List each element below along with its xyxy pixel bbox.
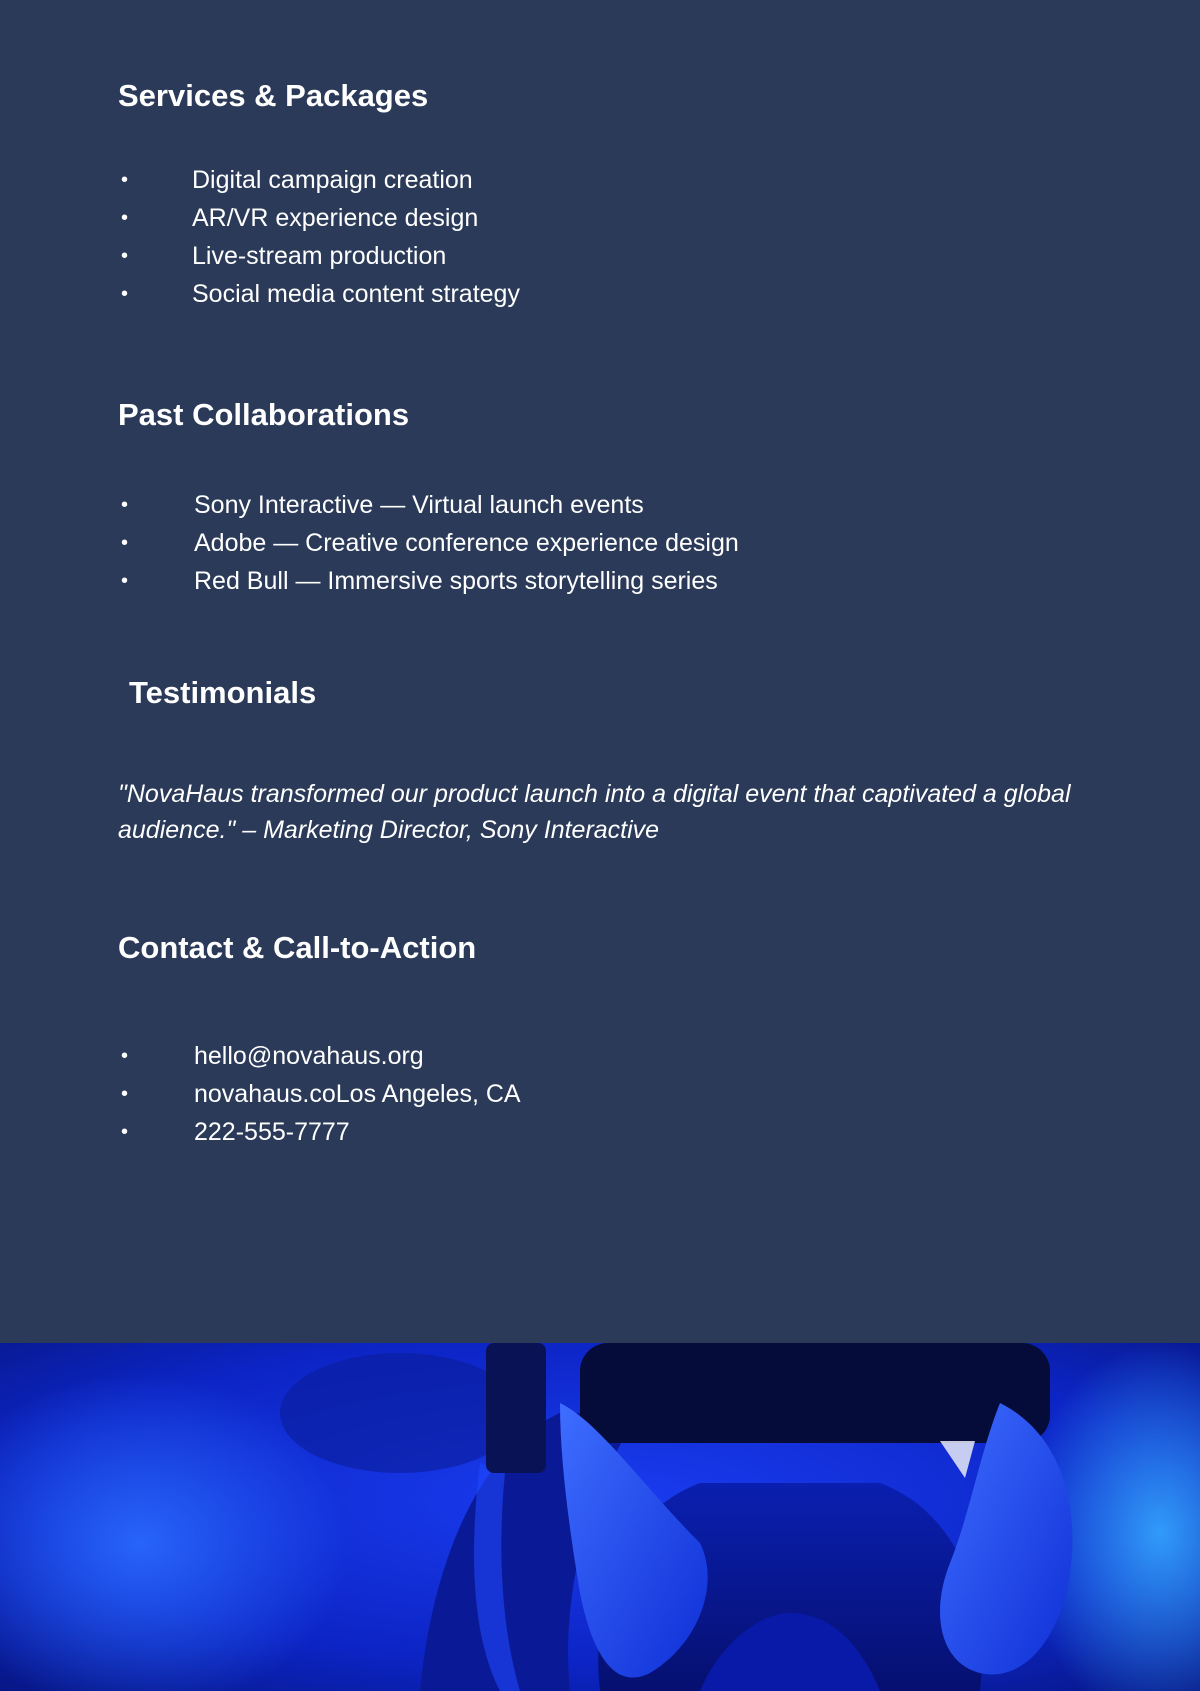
bullet-icon: • [121, 1083, 129, 1105]
vr-headset [580, 1343, 1050, 1443]
contact-list [121, 1037, 821, 1151]
collaboration-item: Red Bull — Immersive sports storytelling series [194, 567, 718, 595]
list-item [121, 1113, 821, 1151]
testimonial-quote: "NovaHaus transformed our product launch into a digital event that captivated a global audience." – Marketing Director, Sony Interactive [118, 780, 1071, 844]
headset-strap [486, 1343, 546, 1473]
contact-email: hello@novahaus.org [194, 1042, 424, 1070]
list-item [121, 161, 821, 199]
list-item [121, 275, 821, 313]
service-item: Digital campaign creation [192, 166, 473, 194]
service-item: Social media content strategy [192, 280, 520, 308]
testimonials-heading: Testimonials [129, 675, 317, 710]
list-item [121, 199, 821, 237]
bullet-icon: • [121, 1045, 129, 1067]
contact-website-location: novahaus.coLos Angeles, CA [194, 1080, 521, 1108]
bullet-icon: • [121, 207, 129, 229]
services-list [121, 161, 821, 313]
list-item [121, 524, 1021, 562]
list-item [121, 237, 821, 275]
bullet-icon: • [121, 494, 129, 516]
collaboration-item: Sony Interactive — Virtual launch events [194, 491, 644, 519]
vr-photo-illustration [0, 1343, 1200, 1691]
collaborations-list [121, 486, 1021, 600]
background-shadow [280, 1353, 520, 1473]
collaborations-heading: Past Collaborations [118, 397, 410, 432]
bullet-icon: • [121, 169, 129, 191]
list-item [121, 1037, 821, 1075]
service-item: AR/VR experience design [192, 204, 479, 232]
bullet-icon: • [121, 532, 129, 554]
bullet-icon: • [121, 283, 129, 305]
bullet-icon: • [121, 245, 129, 267]
services-heading: Services & Packages [118, 78, 429, 113]
list-item [121, 486, 1021, 524]
bullet-icon: • [121, 570, 129, 592]
contact-phone: 222-555-7777 [194, 1118, 350, 1146]
list-item [121, 1075, 821, 1113]
service-item: Live-stream production [192, 242, 447, 270]
list-item [121, 562, 1021, 600]
bullet-icon: • [121, 1121, 129, 1143]
vr-headset-photo [0, 1343, 1200, 1691]
contact-heading: Contact & Call-to-Action [118, 930, 477, 965]
collaboration-item: Adobe — Creative conference experience design [194, 529, 739, 557]
